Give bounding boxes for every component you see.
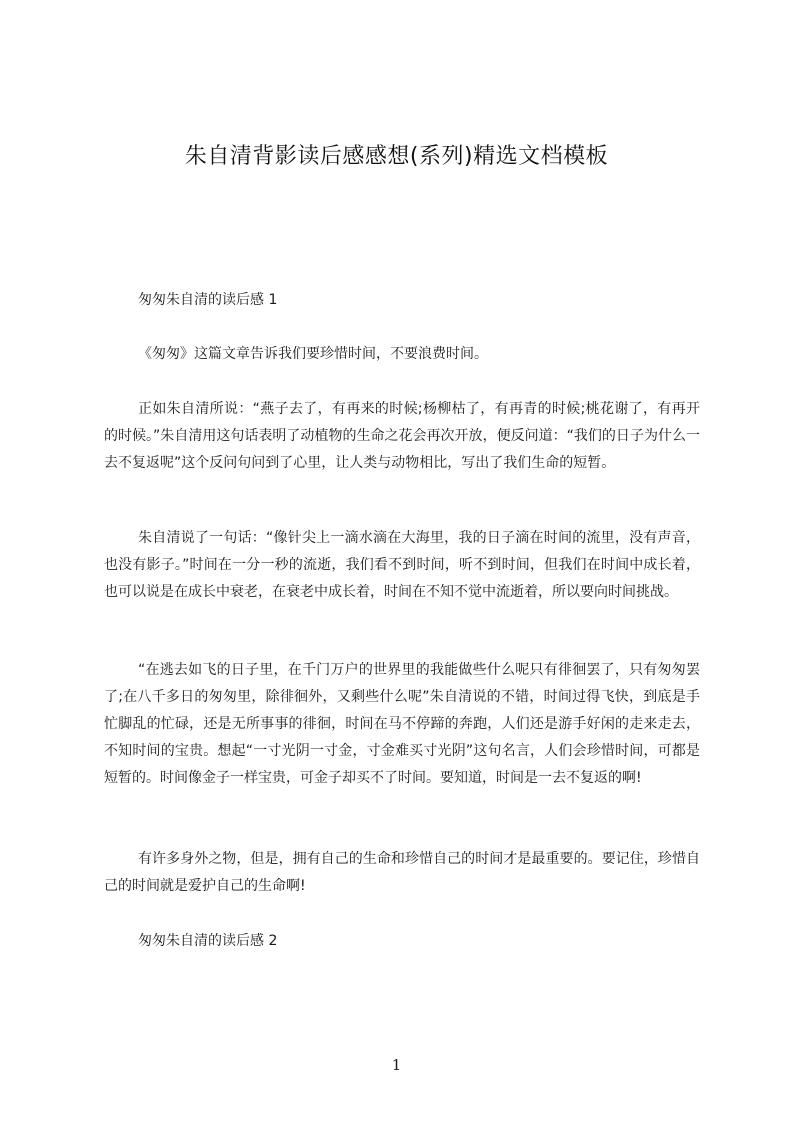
section-heading-2: 匆匆朱自清的读后感 2 <box>138 933 278 949</box>
section-heading-1: 匆匆朱自清的读后感 1 <box>138 292 278 308</box>
page-number: 1 <box>391 1056 402 1074</box>
paragraph-5: 有许多身外之物，但是，拥有自己的生命和珍惜自己的时间才是最重要的。要记住，珍惜自己的时间就是爱护自己的生命啊! <box>104 851 700 894</box>
paragraph-3: 朱自清说了一句话：“像针尖上一滴水滴在大海里，我的日子滴在时间的流里，没有声音，也没有影子。”时间在一分一秒的流逝，我们看不到时间，听不到时间，但我们在时间中成长着，也可以说是在成长中衰老，在衰老中成长着，时间在不知不觉中流逝着，所以要向时间挑战。 <box>104 530 700 600</box>
paragraph-1: 《匆匆》这篇文章告诉我们要珍惜时间，不要浪费时间。 <box>138 346 488 362</box>
document-title: 朱自清背影读后感感想(系列)精选文档模板 <box>184 144 609 169</box>
paragraph-2: 正如朱自清所说：“燕子去了，有再来的时候;杨柳枯了，有再青的时候;桃花谢了，有再开的时候。”朱自清用这句话表明了动植物的生命之花会再次开放，便反问道：“我们的日子为什么一去不复返呢”这个反问句问到了心里，让人类与动物相比，写出了我们生命的短暂。 <box>104 401 700 471</box>
paragraph-4: “在逃去如飞的日子里，在千门万户的世界里的我能做些什么呢只有徘徊罢了，只有匆匆罢了;在八千多日的匆匆里，除徘徊外，又剩些什么呢”朱自清说的不错，时间过得飞快，到底是手忙脚乱的忙碌，还是无所事事的徘徊，时间在马不停蹄的奔跑，人们还是游手好闲的走来走去，不知时间的宝贵。想起“一寸光阴一寸金，寸金难买寸光阴”这句名言，人们会珍惜时间，可都是短暂的。时间像金子一样宝贵，可金子却买不了时间。要知道，时间是一去不复返的啊! <box>104 662 700 786</box>
